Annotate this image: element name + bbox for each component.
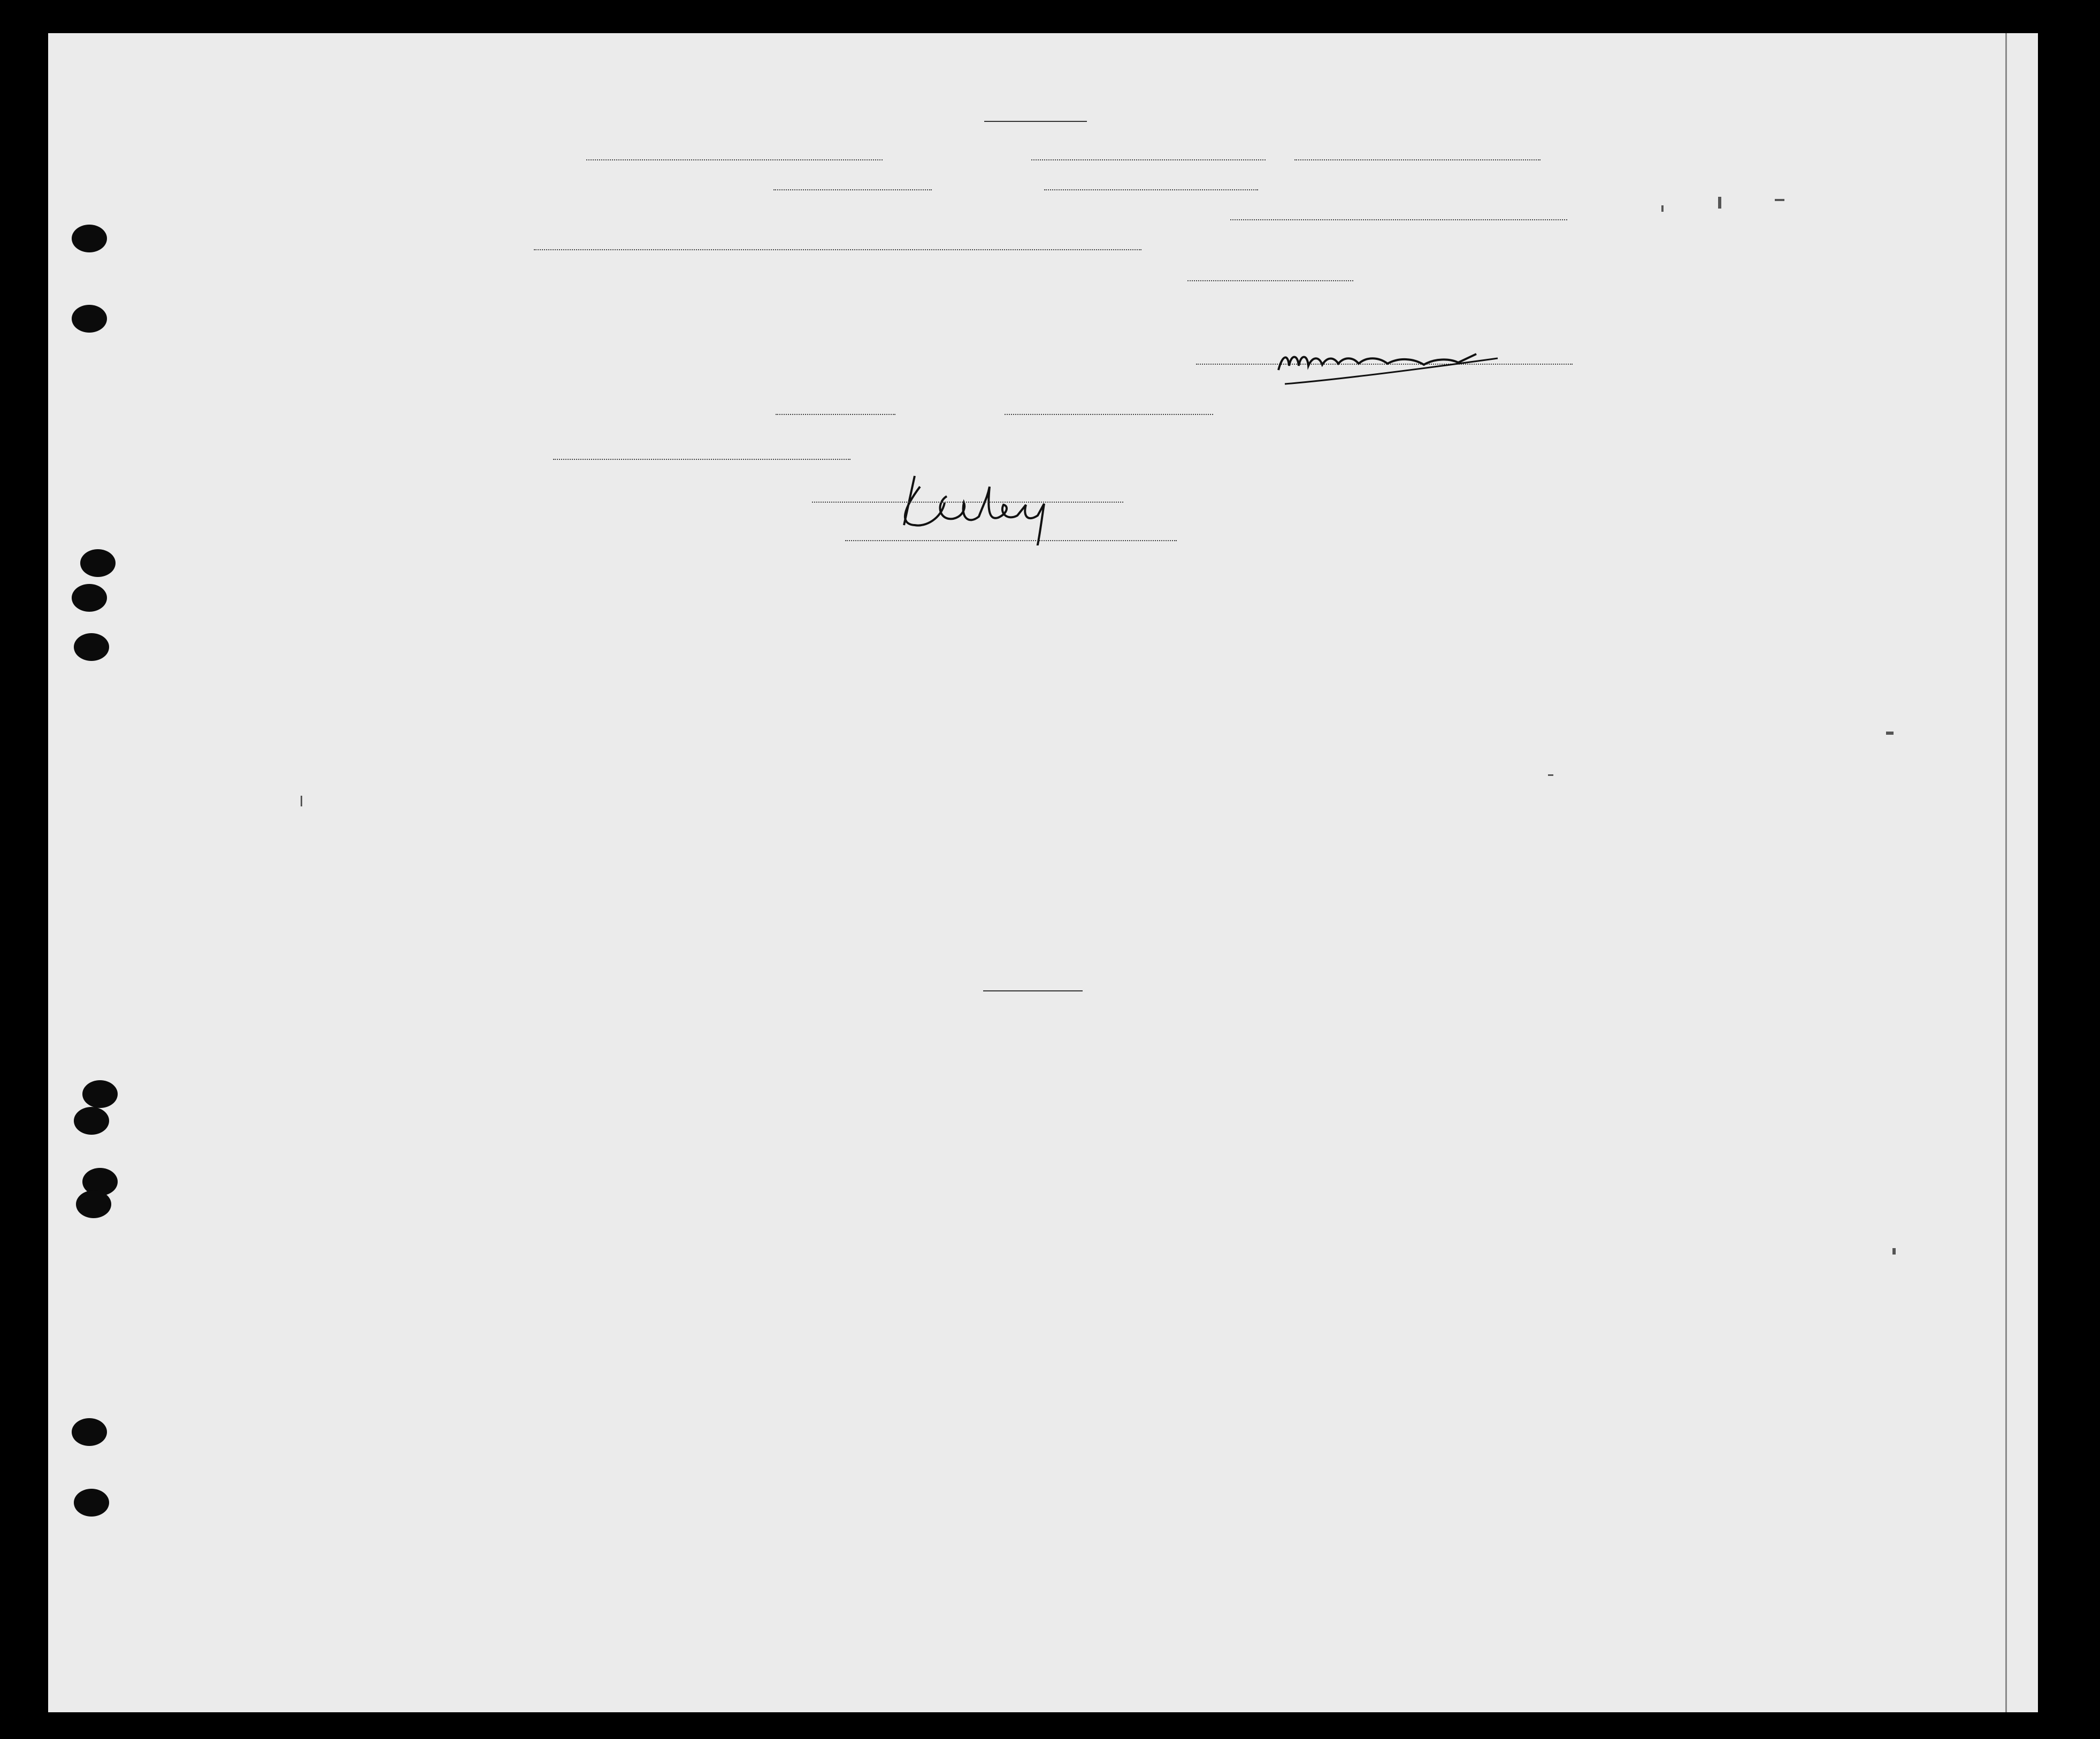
punch-hole [74, 1489, 109, 1517]
punch-hole [80, 549, 116, 577]
years-blank [1044, 189, 1258, 190]
punch-hole [76, 1190, 111, 1218]
races-title-underline [983, 990, 1083, 991]
stray-mark [1548, 774, 1553, 776]
sheets-blank [1187, 280, 1353, 281]
punch-hole [82, 1080, 118, 1108]
inspector-signature [893, 465, 1118, 545]
vessel-blank [1031, 159, 1266, 160]
stray-mark [1892, 1248, 1896, 1255]
punch-hole [72, 305, 107, 333]
punch-hole [72, 225, 107, 252]
punch-hole [74, 1107, 109, 1135]
month-blank [1005, 414, 1213, 415]
stray-mark [301, 796, 302, 806]
name-blank [586, 159, 883, 160]
punch-hole [72, 1418, 107, 1446]
title-underline [984, 121, 1087, 122]
stray-mark [1718, 197, 1721, 209]
inspector-title-line [845, 540, 1177, 541]
oath-blank [773, 189, 932, 190]
punch-hole [72, 584, 107, 612]
surgeon-signature [1273, 333, 1519, 397]
place-blank [553, 459, 850, 460]
punch-hole [74, 633, 109, 661]
stray-mark [1661, 205, 1664, 212]
stray-mark [1886, 732, 1894, 735]
inspector-signature-line [812, 502, 1123, 503]
authority-blank-continued [534, 249, 1141, 250]
authority-blank [1230, 219, 1567, 220]
sailing-blank [1294, 159, 1540, 160]
stray-mark [1775, 199, 1784, 201]
day-blank [776, 414, 895, 415]
page-edge-rule [2005, 33, 2007, 1712]
document-page [48, 33, 2038, 1712]
